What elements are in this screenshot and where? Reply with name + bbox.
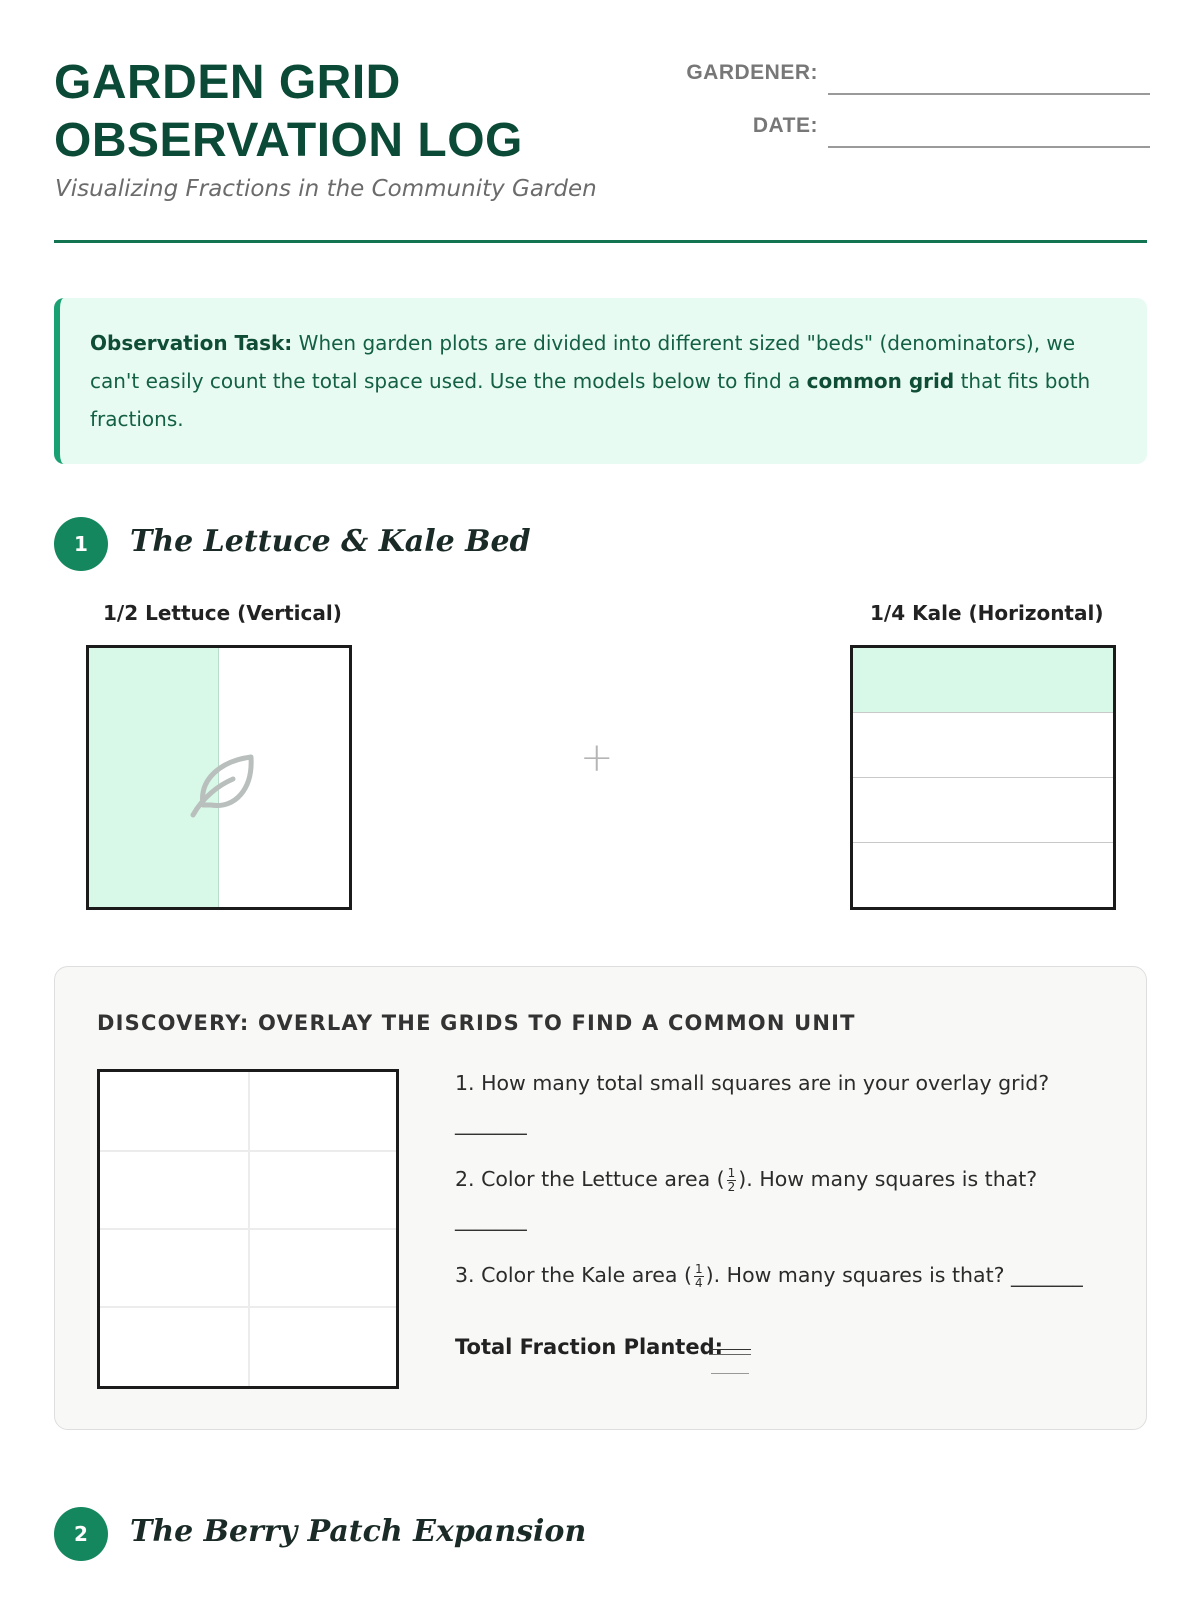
gardener-field[interactable] bbox=[828, 93, 1150, 95]
kale-divider-3 bbox=[853, 842, 1113, 843]
title-line-1: GARDEN GRID bbox=[54, 56, 401, 109]
overlay-grid-hline-2 bbox=[100, 1228, 396, 1230]
question-3-text-post: ). How many squares is that? bbox=[705, 1263, 1005, 1287]
page-subtitle: Visualizing Fractions in the Community Garden bbox=[55, 176, 597, 202]
gardener-label: GARDENER: bbox=[686, 61, 818, 84]
task-text-2: that fits both fractions. bbox=[90, 369, 1091, 431]
task-lead: Observation Task: bbox=[90, 331, 293, 355]
question-1-answer-blank[interactable]: _______ bbox=[455, 1111, 527, 1135]
question-3 bbox=[455, 1255, 1125, 1295]
page-title bbox=[54, 54, 654, 170]
kale-divider-2 bbox=[853, 777, 1113, 778]
discovery-title: DISCOVERY: OVERLAY THE GRIDS TO FIND A COMMON UNIT bbox=[97, 1011, 856, 1035]
leaf-icon bbox=[181, 743, 261, 823]
kale-model bbox=[850, 645, 1116, 910]
question-2-text-pre: 2. Color the Lettuce area ( bbox=[455, 1167, 725, 1191]
discovery-panel bbox=[54, 966, 1147, 1430]
kale-fill bbox=[853, 648, 1113, 713]
task-emphasis: common grid bbox=[806, 369, 955, 393]
section-2-badge: 2 bbox=[54, 1507, 108, 1561]
question-3-answer-blank[interactable]: _______ bbox=[1011, 1263, 1083, 1287]
observation-task-callout bbox=[54, 298, 1147, 464]
date-label: DATE: bbox=[752, 114, 818, 137]
overlay-grid-hline-3 bbox=[100, 1306, 396, 1308]
date-field[interactable] bbox=[828, 146, 1150, 148]
question-2-text-post: ). How many squares is that? bbox=[738, 1167, 1038, 1191]
fraction-one-half: $\frac{1}{2}$ bbox=[727, 1165, 736, 1194]
total-fraction-label: Total Fraction Planted: bbox=[455, 1335, 724, 1359]
question-2-answer-blank[interactable]: _______ bbox=[455, 1207, 527, 1231]
section-1-badge: 1 bbox=[54, 517, 108, 571]
lettuce-model bbox=[86, 645, 352, 910]
task-text-1: When garden plots are divided into different sized "beds" (denominators), we can't easily count the total space used. Use the models below to find a bbox=[90, 331, 1076, 393]
date-row bbox=[640, 108, 1150, 148]
question-3-text-pre: 3. Color the Kale area ( bbox=[455, 1263, 692, 1287]
fraction-one-quarter: $\frac{1}{4}$ bbox=[694, 1261, 703, 1290]
overlay-grid[interactable] bbox=[97, 1069, 399, 1389]
gardener-row bbox=[640, 55, 1150, 95]
question-1 bbox=[455, 1063, 1125, 1143]
header-divider bbox=[54, 240, 1147, 243]
total-fraction-blank[interactable] bbox=[709, 1347, 751, 1377]
lettuce-label: 1/2 Lettuce (Vertical) bbox=[103, 601, 342, 625]
section-2-title: The Berry Patch Expansion bbox=[130, 1514, 587, 1549]
question-2 bbox=[455, 1159, 1125, 1239]
plus-sign: + bbox=[580, 735, 614, 781]
question-1-text: 1. How many total small squares are in your overlay grid? bbox=[455, 1071, 1050, 1095]
kale-label: 1/4 Kale (Horizontal) bbox=[870, 601, 1104, 625]
title-line-2: OBSERVATION LOG bbox=[54, 114, 523, 167]
section-1-title: The Lettuce & Kale Bed bbox=[130, 524, 531, 559]
kale-divider-1 bbox=[853, 712, 1113, 713]
overlay-grid-hline-1 bbox=[100, 1150, 396, 1152]
